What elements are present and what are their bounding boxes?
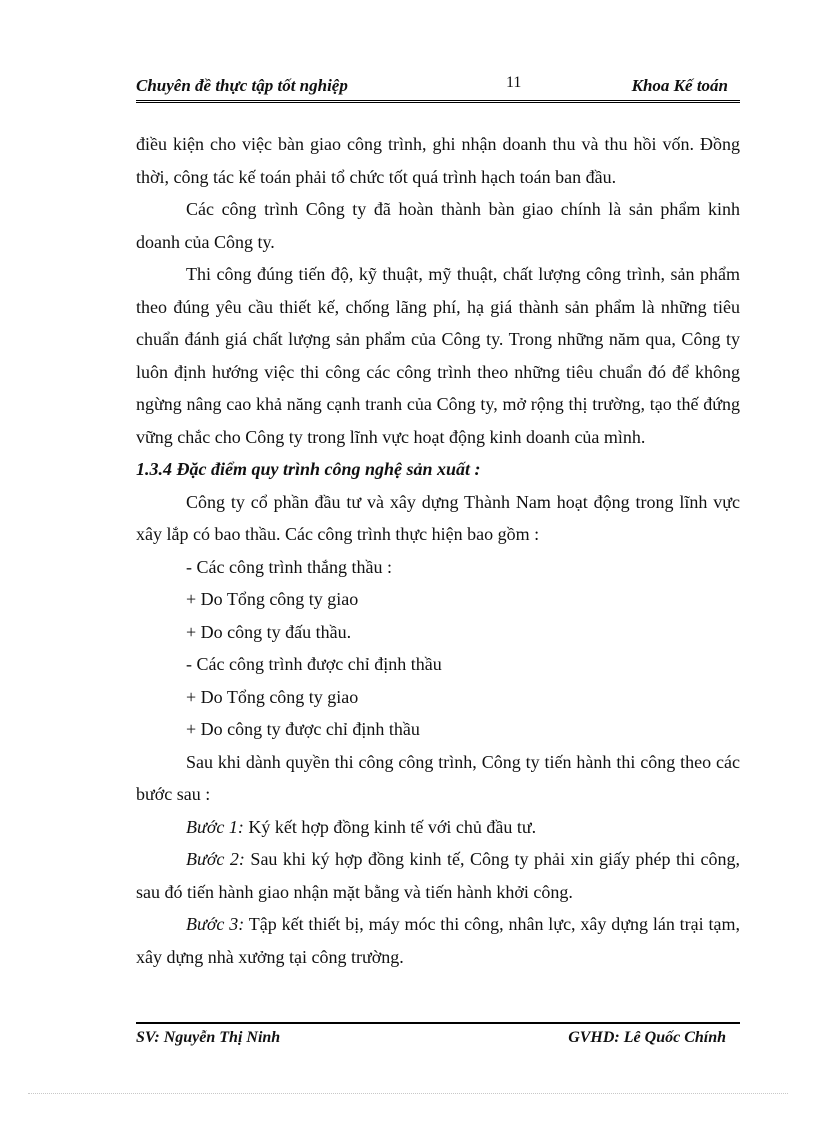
section-heading: 1.3.4 Đặc điểm quy trình công nghệ sản xuất : (136, 459, 481, 479)
step-text: Ký kết hợp đồng kinh tế với chủ đầu tư. (243, 816, 537, 837)
header-title: Chuyên đề thực tập tốt nghiệp (136, 76, 348, 95)
paragraph-1: điều kiện cho việc bàn giao công trình, ghi nhận doanh thu và thu hồi vốn. Đồng thời, công tác kế toán phải tổ chức tốt quá trình hạch toán ban đầu. (136, 134, 740, 187)
page-header (136, 74, 740, 103)
step-label: Bước 1: (186, 816, 244, 837)
step-label: Bước 2: (186, 849, 245, 869)
step-text: Tập kết thiết bị, máy móc thi công, nhân lực, xây dựng lán trại tạm, xây dựng nhà xưởng tại công trường. (136, 914, 740, 967)
body-text (136, 128, 740, 973)
step-text: Sau khi ký hợp đồng kinh tế, Công ty phải xin giấy phép thi công, sau đó tiến hành giao nhận mặt bằng và tiến hành khởi công. (136, 849, 741, 902)
list-item: + Do Tổng công ty giao (186, 686, 359, 707)
step-label: Bước 3: (186, 914, 245, 934)
paragraph-2: Các công trình Công ty đã hoàn thành bàn giao chính là sản phẩm kinh doanh của Công ty. (136, 199, 740, 252)
list-item: - Các công trình thắng thầu : (186, 556, 392, 577)
paragraph-4: Công ty cổ phần đầu tư và xây dựng Thành Nam hoạt động trong lĩnh vực xây lắp có bao thầu. Các công trình thực hiện bao gồm : (136, 491, 740, 544)
bottom-dotted-border (28, 1093, 788, 1094)
list-item: - Các công trình được chỉ định thầu (186, 654, 442, 674)
step-2 (136, 843, 740, 908)
footer-advisor: GVHD: Lê Quốc Chính (568, 1029, 726, 1046)
page-footer (136, 1022, 740, 1050)
footer-student: SV: Nguyễn Thị Ninh (136, 1029, 281, 1046)
list-item: + Do công ty đấu thầu. (186, 621, 352, 642)
page-number: 11 (506, 74, 522, 91)
step-1 (136, 811, 740, 844)
paragraph-3: Thi công đúng tiến độ, kỹ thuật, mỹ thuật, chất lượng công trình, sản phẩm theo đúng yêu cầu thiết kế, chống lãng phí, hạ giá thành sản phẩm là những tiêu chuẩn đánh giá chất lượng sản phẩm của Công ty. Trong những năm qua, Công ty luôn định hướng việc thi công các công trình theo những tiêu chuẩn đó để không ngừng nâng cao khả năng cạnh tranh của Công ty, mở rộng thị trường, tạo thế đứng vững chắc cho Công ty trong lĩnh vực hoạt động kinh doanh của mình. (136, 264, 740, 447)
list-item: + Do công ty được chỉ định thầu (186, 719, 420, 739)
paragraph-5: Sau khi dành quyền thi công công trình, Công ty tiến hành thi công theo các bước sau : (136, 751, 740, 804)
header-department: Khoa Kế toán (631, 76, 728, 95)
step-3 (136, 908, 740, 973)
list-item: + Do Tổng công ty giao (186, 589, 359, 609)
